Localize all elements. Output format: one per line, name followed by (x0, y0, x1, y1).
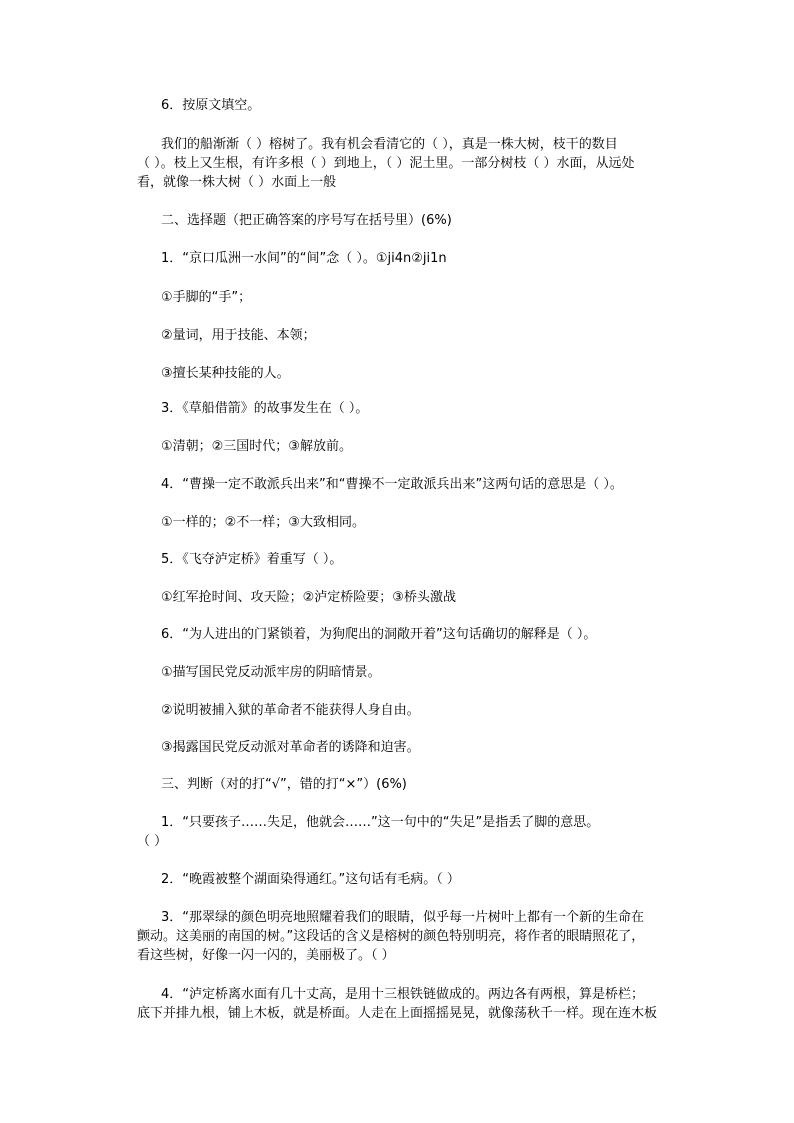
section-heading-judge: 三、判断（对的打“√”，错的打“×”）(6%) (161, 777, 407, 792)
paragraph-line: 底下并排九根，铺上木板，就是桥面。人走在上面摇摇晃晃，就像荡秋千一样。现在连木板 (137, 1006, 658, 1021)
judge-answer-blank: （ ） (137, 834, 168, 849)
paragraph-line: 我们的船渐渐（ ）榕树了。我有机会看清它的（ ），真是一株大树，枝干的数目 (161, 137, 618, 152)
option: ①手脚的“手”； (161, 290, 252, 305)
question-6: 6．“为人进出的门紧锁着，为狗爬出的洞敞开着”这句话确切的解释是（ ）。 (161, 627, 597, 642)
option: ①描写国民党反动派牢房的阴暗情景。 (161, 665, 381, 680)
section-heading-fill-blank: 6．按原文填空。 (161, 98, 261, 113)
option: ③擅长某种技能的人。 (161, 366, 290, 381)
judge-question-1: 1．“只要孩子……失足，他就会……”这一句中的“失足”是指丢了脚的意思。 (161, 815, 600, 830)
judge-question-3: 3．“那翠绿的颜色明亮地照耀着我们的眼睛，似乎每一片树叶上都有一个新的生命在 (161, 910, 645, 925)
options: ①一样的；②不一样；③大致相同。 (161, 515, 365, 530)
options: ①清朝；②三国时代；③解放前。 (161, 439, 352, 454)
question-5: 5．《飞夺泸定桥》着重写（ ）。 (161, 552, 343, 567)
section-heading-choice: 二、选择题（把正确答案的序号写在括号里）(6%) (161, 213, 452, 228)
options: ①红军抢时间、攻天险；②泸定桥险要；③桥头激战 (161, 590, 456, 605)
option: ③揭露国民党反动派对革命者的诱降和迫害。 (161, 740, 420, 755)
paragraph-line: （ ）。枝上又生根，有许多根（ ）到地上，（ ）泥土里。一部分树枝（ ）水面，从远处 (137, 156, 635, 171)
judge-question-4: 4．“泸定桥离水面有几十丈高，是用十三根铁链做成的。两边各有两根，算是桥栏； (161, 987, 645, 1002)
question-4: 4．“曹操一定不敢派兵出来”和“曹操不一定敢派兵出来”这两句话的意思是（ ）。 (161, 477, 623, 492)
question-3: 3．《草船借箭》的故事发生在（ ）。 (161, 401, 369, 416)
paragraph-line: 看，就像一株大树（ ）水面上一般 (137, 175, 337, 190)
option: ②说明被捕入狱的革命者不能获得人身自由。 (161, 703, 420, 718)
option: ②量词，用于技能、本领； (161, 328, 316, 343)
question-1: 1．“京口瓜洲一水间”的“间”念（ ）。①ji4n②ji1n (161, 251, 447, 266)
paragraph-line: 看这些树，好像一闪一闪的，美丽极了。（ ） (137, 948, 395, 963)
judge-question-2: 2．“晚霞被整个湖面染得通红。”这句话有毛病。（ ） (161, 872, 460, 887)
paragraph-line: 颤动。这美丽的南国的树。”这段话的含义是榕树的颜色特别明亮，将作者的眼睛照花了， (137, 929, 645, 944)
